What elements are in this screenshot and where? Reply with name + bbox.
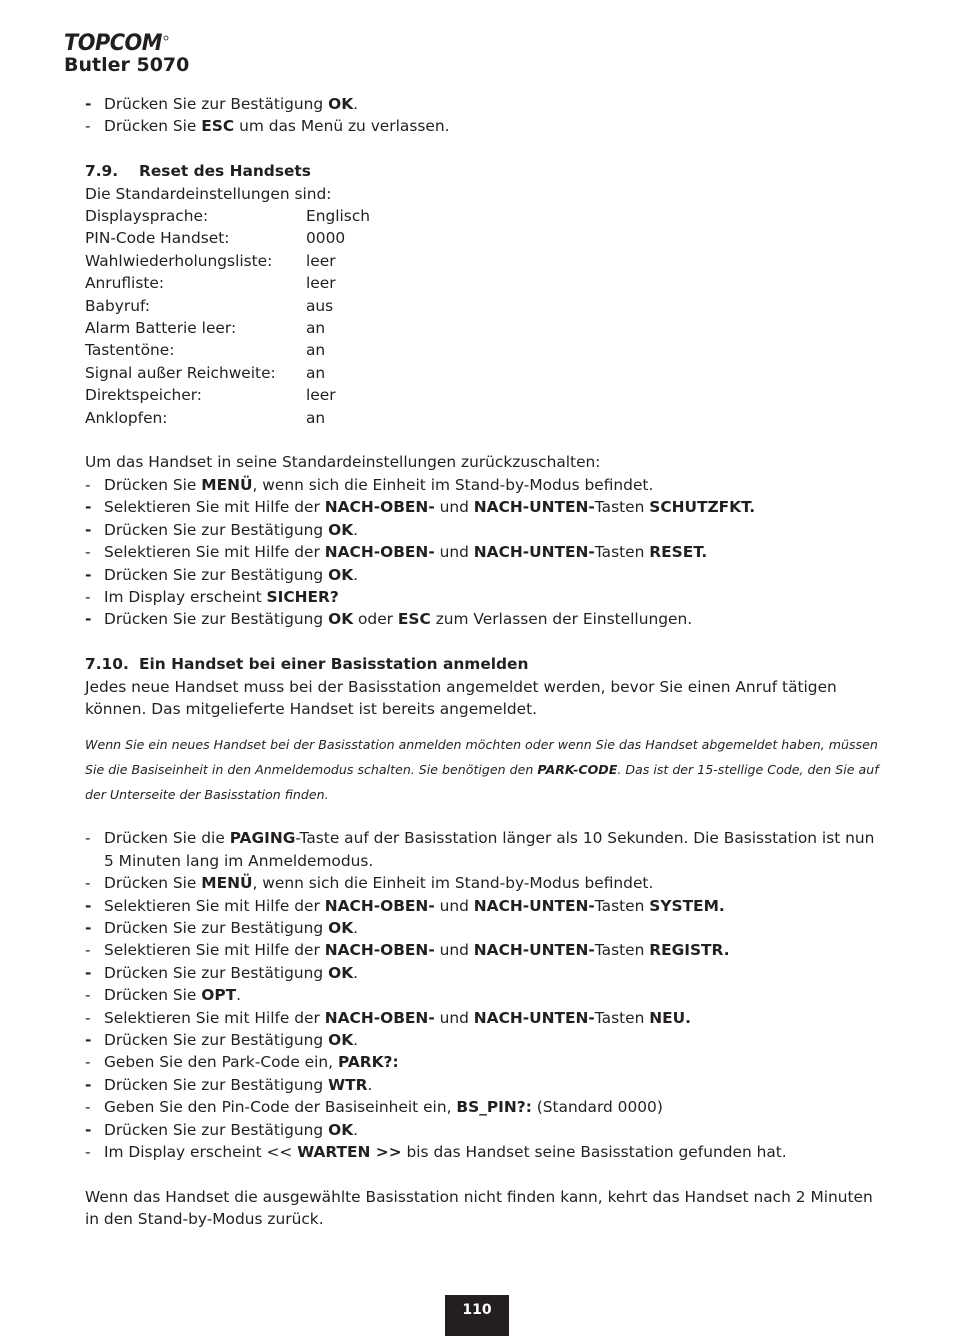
text-run: Drücken Sie zur Bestätigung bbox=[104, 1030, 329, 1049]
text-run: Drücken Sie zur Bestätigung bbox=[104, 1120, 329, 1139]
setting-name: Babyruf: bbox=[85, 296, 151, 315]
list-item bbox=[85, 541, 885, 563]
default-setting-row bbox=[85, 407, 885, 429]
bullet-dash: - bbox=[85, 543, 91, 562]
bullet-dash: - bbox=[85, 117, 91, 136]
text-run: Selektieren Sie mit Hilfe der bbox=[104, 498, 325, 517]
bold-term: ESC bbox=[201, 117, 235, 136]
setting-value: leer bbox=[306, 274, 336, 293]
bold-term: MENÜ bbox=[201, 874, 253, 893]
bold-term: NACH-OBEN- bbox=[324, 896, 435, 915]
bullet-dash: - bbox=[85, 498, 92, 517]
bold-term: PARK-CODE bbox=[537, 762, 618, 778]
text-run: . Das ist der 15-stellige Code, den Sie auf der Unterseite der Basisstation finden. bbox=[85, 762, 879, 803]
setting-name: PIN-Code Handset: bbox=[85, 229, 230, 248]
text-run: . bbox=[353, 918, 359, 937]
bullet-dash: - bbox=[85, 1120, 92, 1139]
text-run: Wenn Sie ein neues Handset bei der Basisstation anmelden möchten oder wenn Sie das Handset abgemeldet haben, müssen Sie die Basiseinheit in den Anmeldemodus schalten. Sie benötigen den bbox=[85, 737, 878, 778]
bold-term: NACH-UNTEN- bbox=[473, 896, 595, 915]
setting-name: Alarm Batterie leer: bbox=[85, 319, 237, 338]
text-run: Drücken Sie zur Bestätigung bbox=[104, 918, 329, 937]
defaults-table bbox=[85, 205, 885, 429]
default-setting-row bbox=[85, 272, 885, 294]
closing-paragraph: Wenn das Handset die ausgewählte Basisstation nicht finden kann, kehrt das Handset nach 2 Minuten in den Stand-by-Modus zurück. bbox=[85, 1187, 873, 1229]
list-item bbox=[85, 962, 885, 984]
default-setting-row bbox=[85, 205, 885, 227]
register-paragraph: Jedes neue Handset muss bei der Basisstation angemeldet werden, bevor Sie einen Anruf tätigen können. Das mitgelieferte Handset ist bereits angemeldet. bbox=[85, 677, 837, 718]
bold-term: NEU. bbox=[649, 1008, 691, 1027]
setting-value: aus bbox=[306, 296, 334, 315]
bullet-dash: - bbox=[85, 829, 91, 848]
bold-term: SYSTEM. bbox=[649, 896, 725, 915]
default-setting-row bbox=[85, 295, 885, 317]
bullet-dash: - bbox=[85, 95, 92, 113]
bold-term: NACH-UNTEN- bbox=[473, 1008, 595, 1027]
list-item bbox=[85, 496, 885, 518]
bold-term: NACH-UNTEN- bbox=[473, 498, 595, 517]
register-steps-list bbox=[85, 827, 885, 1163]
text-run: Tasten bbox=[594, 543, 650, 562]
text-run: Im Display erscheint bbox=[104, 587, 267, 606]
list-item bbox=[85, 1051, 885, 1073]
setting-value: an bbox=[306, 408, 326, 427]
bullet-dash: - bbox=[85, 918, 92, 937]
bold-term: WTR bbox=[328, 1075, 368, 1094]
default-setting-row bbox=[85, 384, 885, 406]
section-heading-7-9: 7.9. Reset des Handsets bbox=[85, 162, 311, 181]
default-setting-row bbox=[85, 339, 885, 361]
text-run: Drücken Sie zur Bestätigung bbox=[104, 520, 329, 539]
bold-term: OK bbox=[328, 1030, 354, 1049]
text-run: , wenn sich die Einheit im Stand-by-Modus befindet. bbox=[252, 475, 654, 494]
list-item bbox=[85, 1029, 885, 1051]
bullet-dash: - bbox=[85, 565, 92, 584]
bullet-dash: - bbox=[85, 986, 91, 1005]
text-run: Tasten bbox=[594, 498, 650, 517]
text-run: Im Display erscheint << bbox=[104, 1143, 298, 1162]
setting-name: Tastentöne: bbox=[85, 341, 175, 360]
setting-value: leer bbox=[306, 251, 336, 270]
text-run: Tasten bbox=[594, 941, 650, 960]
text-run: Geben Sie den Pin-Code der Basiseinheit ein, bbox=[104, 1098, 457, 1117]
bullet-dash: - bbox=[85, 1075, 92, 1094]
default-setting-row bbox=[85, 227, 885, 249]
bold-term: OK bbox=[328, 1120, 354, 1139]
text-run: Drücken Sie zur Bestätigung bbox=[104, 565, 329, 584]
bold-term: NACH-OBEN- bbox=[324, 941, 435, 960]
setting-name: Signal außer Reichweite: bbox=[85, 363, 276, 382]
text-run: . bbox=[353, 1030, 359, 1049]
bold-term: MENÜ bbox=[201, 475, 253, 494]
section-heading-7-10: 7.10. Ein Handset bei einer Basisstation anmelden bbox=[85, 655, 529, 674]
setting-name: Displaysprache: bbox=[85, 207, 209, 226]
bold-term: BS_PIN?: bbox=[456, 1098, 532, 1117]
bullet-dash: - bbox=[85, 520, 92, 539]
list-item bbox=[85, 1074, 885, 1096]
bullet-dash: - bbox=[85, 587, 91, 606]
bullet-dash: - bbox=[85, 1053, 91, 1072]
text-run: Drücken Sie bbox=[104, 986, 202, 1005]
list-item bbox=[85, 872, 885, 894]
list-item bbox=[85, 1096, 885, 1118]
text-run: Tasten bbox=[594, 1008, 650, 1027]
bold-term: NACH-OBEN- bbox=[324, 543, 435, 562]
defaults-lead: Die Standardeinstellungen sind: bbox=[85, 184, 332, 203]
text-run: Drücken Sie die bbox=[104, 829, 230, 848]
setting-value: an bbox=[306, 319, 326, 338]
bullet-dash: - bbox=[85, 1098, 91, 1117]
bold-term: SCHUTZFKT. bbox=[649, 498, 756, 517]
bold-term: NACH-UNTEN- bbox=[473, 941, 595, 960]
text-run: Drücken Sie bbox=[104, 117, 202, 136]
setting-value: 0000 bbox=[306, 229, 346, 248]
text-run: Geben Sie den Park-Code ein, bbox=[104, 1053, 338, 1072]
bullet-dash: - bbox=[85, 1143, 91, 1162]
text-run: -Taste auf der Basisstation länger als 10 Sekunden. Die Basisstation ist nun 5 Minuten lang im Anmeldemodus. bbox=[104, 829, 875, 870]
list-item bbox=[85, 474, 885, 496]
bold-term: OPT bbox=[201, 986, 237, 1005]
text-run: Drücken Sie zur Bestätigung bbox=[104, 1075, 329, 1094]
list-item bbox=[85, 564, 885, 586]
text-run: und bbox=[434, 941, 474, 960]
setting-value: an bbox=[306, 341, 326, 360]
text-run: Tasten bbox=[594, 896, 650, 915]
bold-term: PAGING bbox=[229, 829, 296, 848]
setting-name: Anklopfen: bbox=[85, 408, 168, 427]
bold-term: PARK?: bbox=[337, 1053, 399, 1072]
text-run: (Standard 0000) bbox=[531, 1098, 663, 1117]
bold-term: WARTEN >> bbox=[297, 1143, 402, 1162]
text-run: Drücken Sie zur Bestätigung bbox=[104, 963, 329, 982]
default-setting-row bbox=[85, 250, 885, 272]
page-header bbox=[64, 30, 189, 76]
setting-value: an bbox=[306, 363, 326, 382]
page-content bbox=[85, 93, 885, 1231]
bold-term: ESC bbox=[397, 610, 431, 629]
page-number: 110 bbox=[445, 1295, 509, 1336]
bullet-dash: - bbox=[85, 610, 92, 629]
text-run: Selektieren Sie mit Hilfe der bbox=[104, 1008, 325, 1027]
list-item bbox=[85, 586, 885, 608]
register-note bbox=[85, 732, 885, 807]
list-item bbox=[85, 519, 885, 541]
text-run: um das Menü zu verlassen. bbox=[234, 117, 450, 136]
text-run: . bbox=[236, 986, 242, 1005]
list-item bbox=[85, 827, 885, 872]
list-item bbox=[85, 93, 885, 115]
list-item bbox=[85, 895, 885, 917]
list-item bbox=[85, 1119, 885, 1141]
default-setting-row bbox=[85, 362, 885, 384]
setting-name: Anrufliste: bbox=[85, 274, 165, 293]
text-run: . bbox=[353, 1120, 359, 1139]
logo-text: TOPCOM bbox=[64, 31, 163, 54]
bullet-dash: - bbox=[85, 896, 92, 915]
text-run: , wenn sich die Einheit im Stand-by-Modus befindet. bbox=[252, 874, 654, 893]
list-item bbox=[85, 939, 885, 961]
setting-name: Wahlwiederholungsliste: bbox=[85, 251, 273, 270]
reset-steps-list bbox=[85, 474, 885, 631]
text-run: Selektieren Sie mit Hilfe der bbox=[104, 896, 325, 915]
text-run: bis das Handset seine Basisstation gefunden hat. bbox=[401, 1143, 787, 1162]
list-item bbox=[85, 608, 885, 630]
setting-name: Direktspeicher: bbox=[85, 386, 202, 405]
default-setting-row bbox=[85, 317, 885, 339]
bold-term: RESET. bbox=[649, 543, 708, 562]
text-run: zum Verlassen der Einstellungen. bbox=[430, 610, 693, 629]
setting-value: Englisch bbox=[306, 207, 371, 226]
text-run: Selektieren Sie mit Hilfe der bbox=[104, 941, 325, 960]
bold-term: NACH-OBEN- bbox=[324, 1008, 435, 1027]
model-name: Butler 5070 bbox=[64, 54, 190, 76]
text-run: . bbox=[353, 95, 359, 113]
text-run: . bbox=[367, 1075, 373, 1094]
bullet-dash: - bbox=[85, 941, 91, 960]
text-run: . bbox=[353, 565, 359, 584]
bullet-dash: - bbox=[85, 963, 92, 982]
bold-term: OK bbox=[328, 565, 354, 584]
bold-term: SICHER? bbox=[266, 587, 339, 606]
text-run: . bbox=[353, 963, 359, 982]
bold-term: OK bbox=[328, 520, 354, 539]
bold-term: OK bbox=[328, 918, 354, 937]
text-run: Drücken Sie bbox=[104, 874, 202, 893]
list-item bbox=[85, 115, 885, 137]
bullet-dash: - bbox=[85, 874, 91, 893]
list-item bbox=[85, 917, 885, 939]
reset-steps-intro: Um das Handset in seine Standardeinstellungen zurückzuschalten: bbox=[85, 453, 601, 472]
text-run: und bbox=[434, 543, 474, 562]
text-run: und bbox=[434, 498, 474, 517]
text-run: oder bbox=[353, 610, 398, 629]
text-run: . bbox=[353, 520, 359, 539]
bold-term: NACH-OBEN- bbox=[324, 498, 435, 517]
bullet-dash: - bbox=[85, 1008, 91, 1027]
list-item bbox=[85, 1007, 885, 1029]
bold-term: OK bbox=[328, 95, 354, 113]
text-run: Drücken Sie bbox=[104, 475, 202, 494]
setting-value: leer bbox=[306, 386, 336, 405]
bold-term: REGISTR. bbox=[649, 941, 730, 960]
text-run: Selektieren Sie mit Hilfe der bbox=[104, 543, 325, 562]
text-run: und bbox=[434, 1008, 474, 1027]
list-item bbox=[85, 984, 885, 1006]
text-run: und bbox=[434, 896, 474, 915]
list-item bbox=[85, 1141, 885, 1163]
bold-term: NACH-UNTEN- bbox=[473, 543, 595, 562]
bullet-dash: - bbox=[85, 1030, 92, 1049]
topcom-logo bbox=[64, 30, 174, 54]
bold-term: OK bbox=[328, 963, 354, 982]
bullet-dash: - bbox=[85, 475, 91, 494]
intro-list bbox=[85, 93, 885, 138]
text-run: Drücken Sie zur Bestätigung bbox=[104, 610, 329, 629]
bold-term: OK bbox=[328, 610, 354, 629]
text-run: Drücken Sie zur Bestätigung bbox=[104, 95, 329, 113]
